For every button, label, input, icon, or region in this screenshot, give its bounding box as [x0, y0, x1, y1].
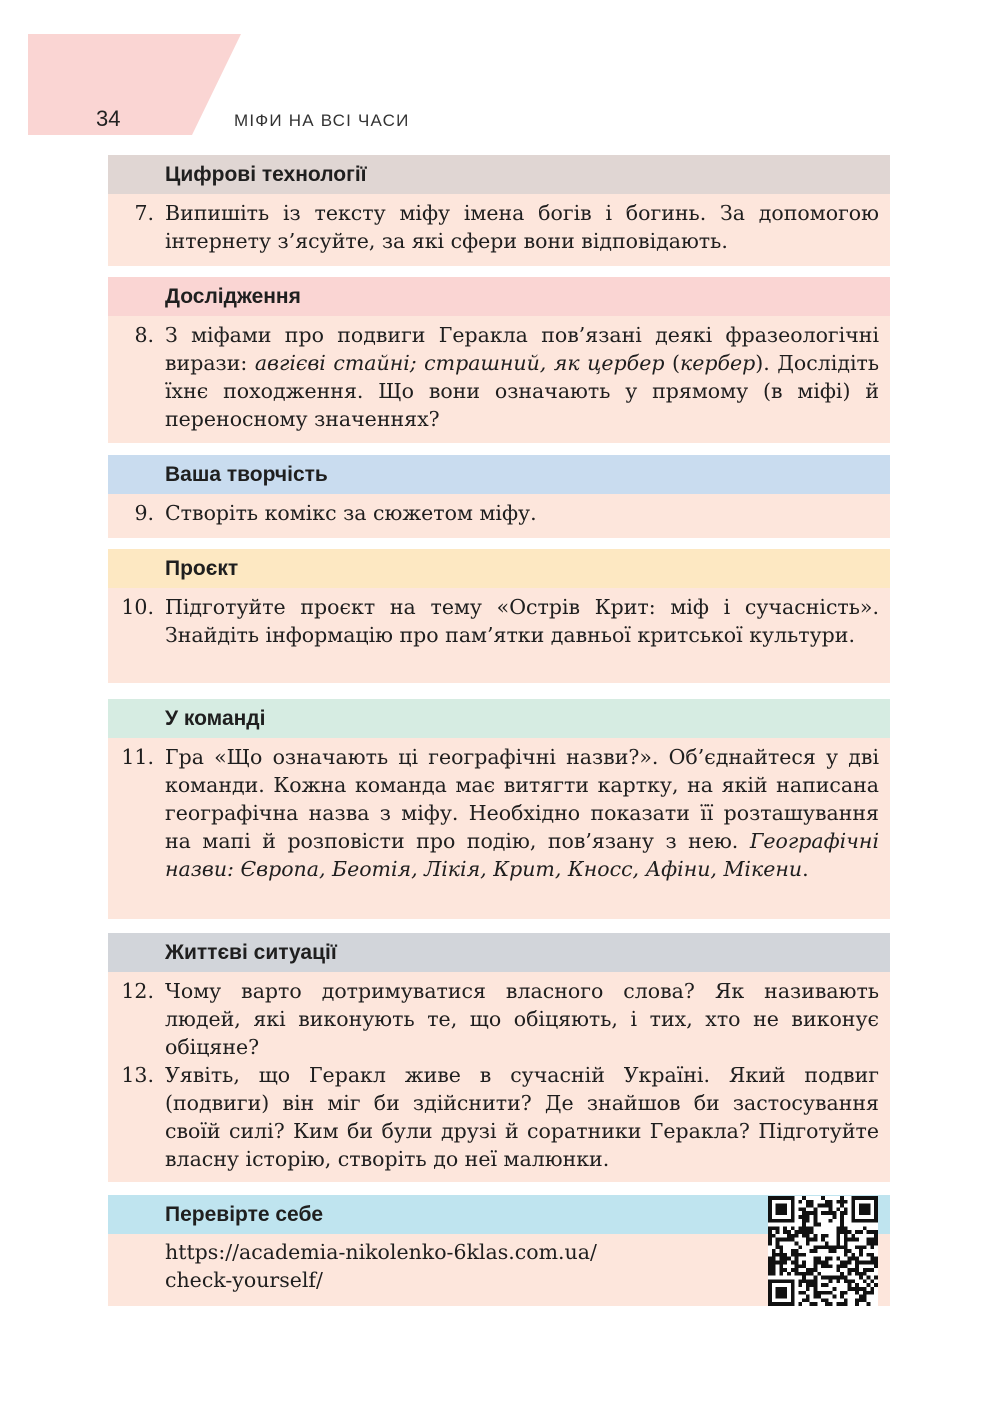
task-number: 7.: [134, 201, 154, 225]
task-9: [108, 499, 879, 527]
task-number: 8.: [134, 323, 154, 347]
task-12: [108, 977, 879, 1061]
section-creativity: [108, 455, 890, 538]
task-text-part: ). Дослідіть їхнє походження. Що вони означають у прямому (в міфі) й переносному значеннях?: [165, 351, 880, 431]
task-text-part: Гра «Що означають ці географічні назви?». Об’єднайтеся у дві команди. Кожна команда має витягти картку, на якій написана географічна назва з міфу. Необхідно показати її розташування на мапі й розповісти про подію, пов’язану з нею.: [165, 745, 879, 853]
task-text-italic: авгієві стайні; страшний, як цербер: [254, 351, 665, 375]
section-body: [108, 738, 890, 891]
section-research: [108, 277, 890, 443]
section-header-project: [108, 549, 890, 588]
section-body: [108, 494, 890, 535]
task-text: Випишіть із тексту міфу імена богів і богинь. За допомогою інтернету з’ясуйте, за які сфери вони відповідають.: [165, 201, 879, 253]
section-body: [108, 316, 890, 441]
qr-code-icon[interactable]: [768, 1196, 878, 1306]
task-text: [165, 743, 879, 883]
section-title: Цифрові технології: [165, 162, 367, 186]
section-project: [108, 549, 890, 683]
task-text: Чому варто дотримуватися власного слова? Як називають людей, які виконують те, що обіцяють, і тих, хто не виконує обіцяне?: [165, 979, 879, 1059]
task-text-italic: Географічні назви: Європа, Беотія, Лікія, Крит, Кносс, Афіни, Мікени: [165, 829, 879, 881]
task-text-italic: кербер: [679, 351, 756, 375]
task-text-part: .: [802, 857, 809, 881]
task-number: 13.: [121, 1063, 154, 1087]
section-title: Перевірте себе: [165, 1202, 324, 1226]
task-13: [108, 1061, 879, 1173]
section-header-team: [108, 699, 890, 738]
section-header-digital: [108, 155, 890, 194]
section-title: Ваша творчість: [165, 462, 328, 486]
task-text-part: З міфами про подвиги Геракла пов’язані деякі фразеологічні вирази:: [165, 323, 879, 375]
task-number: 10.: [121, 595, 154, 619]
task-7: [108, 199, 879, 255]
section-header-life: [108, 933, 890, 972]
section-body: [108, 194, 890, 263]
section-title: Проєкт: [165, 556, 239, 580]
section-body: [108, 588, 890, 657]
task-text: Створіть комікс за сюжетом міфу.: [165, 501, 537, 525]
page-tab-decoration: [28, 34, 241, 135]
check-link[interactable]: [108, 1238, 879, 1294]
section-team: [108, 699, 890, 919]
section-title: Дослідження: [165, 284, 301, 308]
task-text-part: (: [664, 351, 680, 375]
task-text: [165, 321, 879, 433]
task-number: 9.: [134, 501, 154, 525]
section-digital: [108, 155, 890, 266]
task-text: Підготуйте проєкт на тему «Острів Крит: міф і сучасність». Знайдіть інформацію про пам’ятки давньої критської культури.: [165, 595, 879, 647]
running-title: МІФИ НА ВСІ ЧАСИ: [234, 111, 410, 130]
task-number: 11.: [121, 745, 154, 769]
task-10: [108, 593, 879, 649]
task-text: Уявіть, що Геракл живе в сучасній Україні. Який подвиг (подвиги) він міг би здійснити? Де знайшов би застосування своїй силі? Ким би були друзі й соратники Геракла? Підготуйте власну історію, створіть до неї малюнки.: [165, 1063, 879, 1171]
section-title: У команді: [165, 706, 266, 730]
section-title: Життєві ситуації: [165, 940, 337, 964]
task-8: [108, 321, 879, 433]
section-header-creativity: [108, 455, 890, 494]
check-link-line[interactable]: check-yourself/: [165, 1268, 323, 1292]
section-body: [108, 972, 890, 1181]
section-header-research: [108, 277, 890, 316]
task-number: 12.: [121, 979, 154, 1003]
page-number: 34: [96, 106, 121, 131]
task-11: [108, 743, 879, 883]
section-life: [108, 933, 890, 1182]
check-link-line[interactable]: https://academia-nikolenko-6klas.com.ua/: [165, 1240, 597, 1264]
section-check: [108, 1195, 890, 1306]
